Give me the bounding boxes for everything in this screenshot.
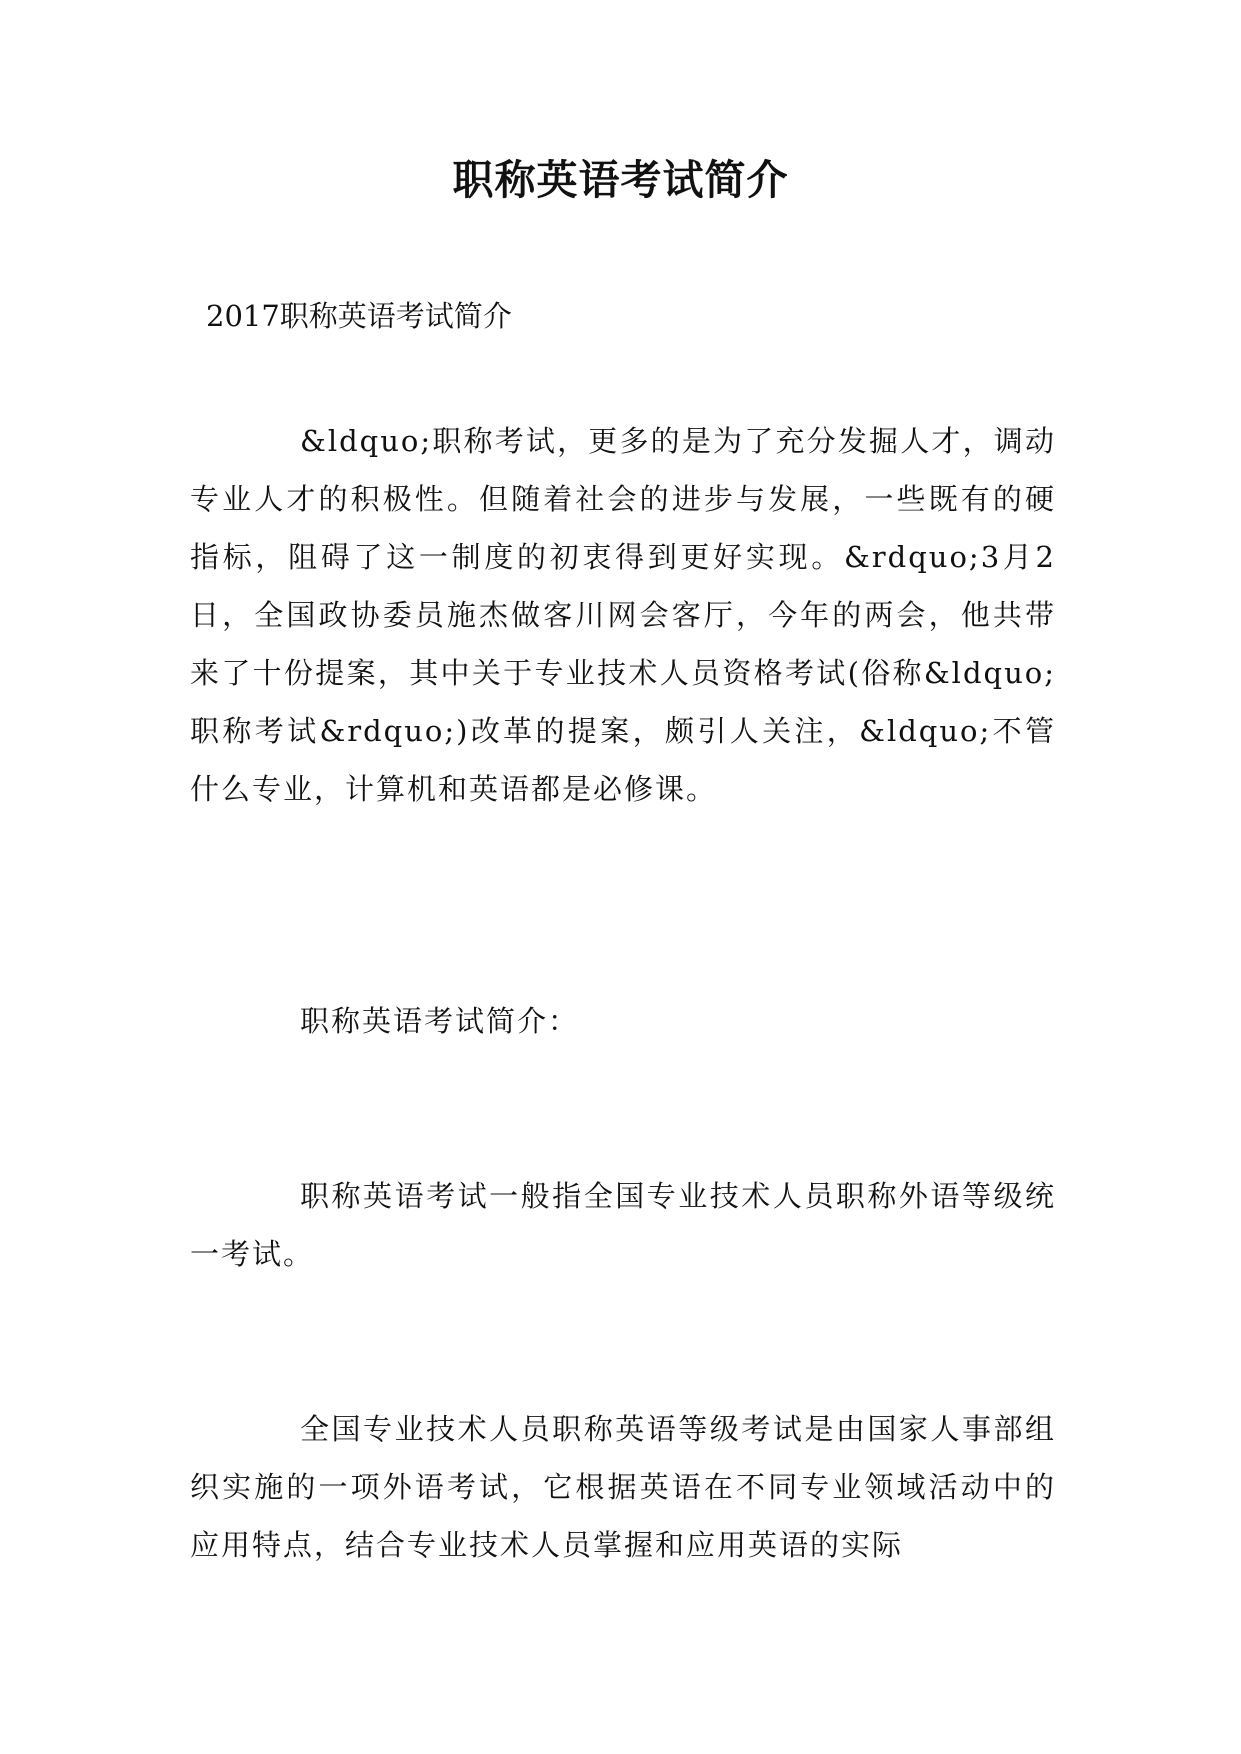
paragraph-intro-quote: &ldquo;职称考试，更多的是为了充分发掘人才，调动专业人才的积极性。但随着社会的进步与发展，一些既有的硬指标，阻碍了这一制度的初衷得到更好实现。&rdquo;3月2日，全国政协委员施杰做客川网会客厅，今年的两会，他共带来了十份提案，其中关于专业技术人员资格考试(俗称&ldquo;职称考试&rdquo;)改革的提案，颇引人关注，&ldquo;不管什么专业，计算机和英语都是必修课。 [190, 424, 1056, 806]
document-title: 职称英语考试简介 [452, 156, 789, 204]
paragraph-section-heading: 职称英语考试简介： [300, 1004, 580, 1038]
paragraph-exam-description: 全国专业技术人员职称英语等级考试是由国家人事部组织实施的一项外语考试，它根据英语在不同专业领域活动中的应用特点，结合专业技术人员掌握和应用英语的实际 [190, 1412, 1056, 1562]
document-subtitle: 2017职称英语考试简介 [206, 299, 512, 333]
paragraph-definition: 职称英语考试一般指全国专业技术人员职称外语等级统一考试。 [190, 1179, 1056, 1271]
